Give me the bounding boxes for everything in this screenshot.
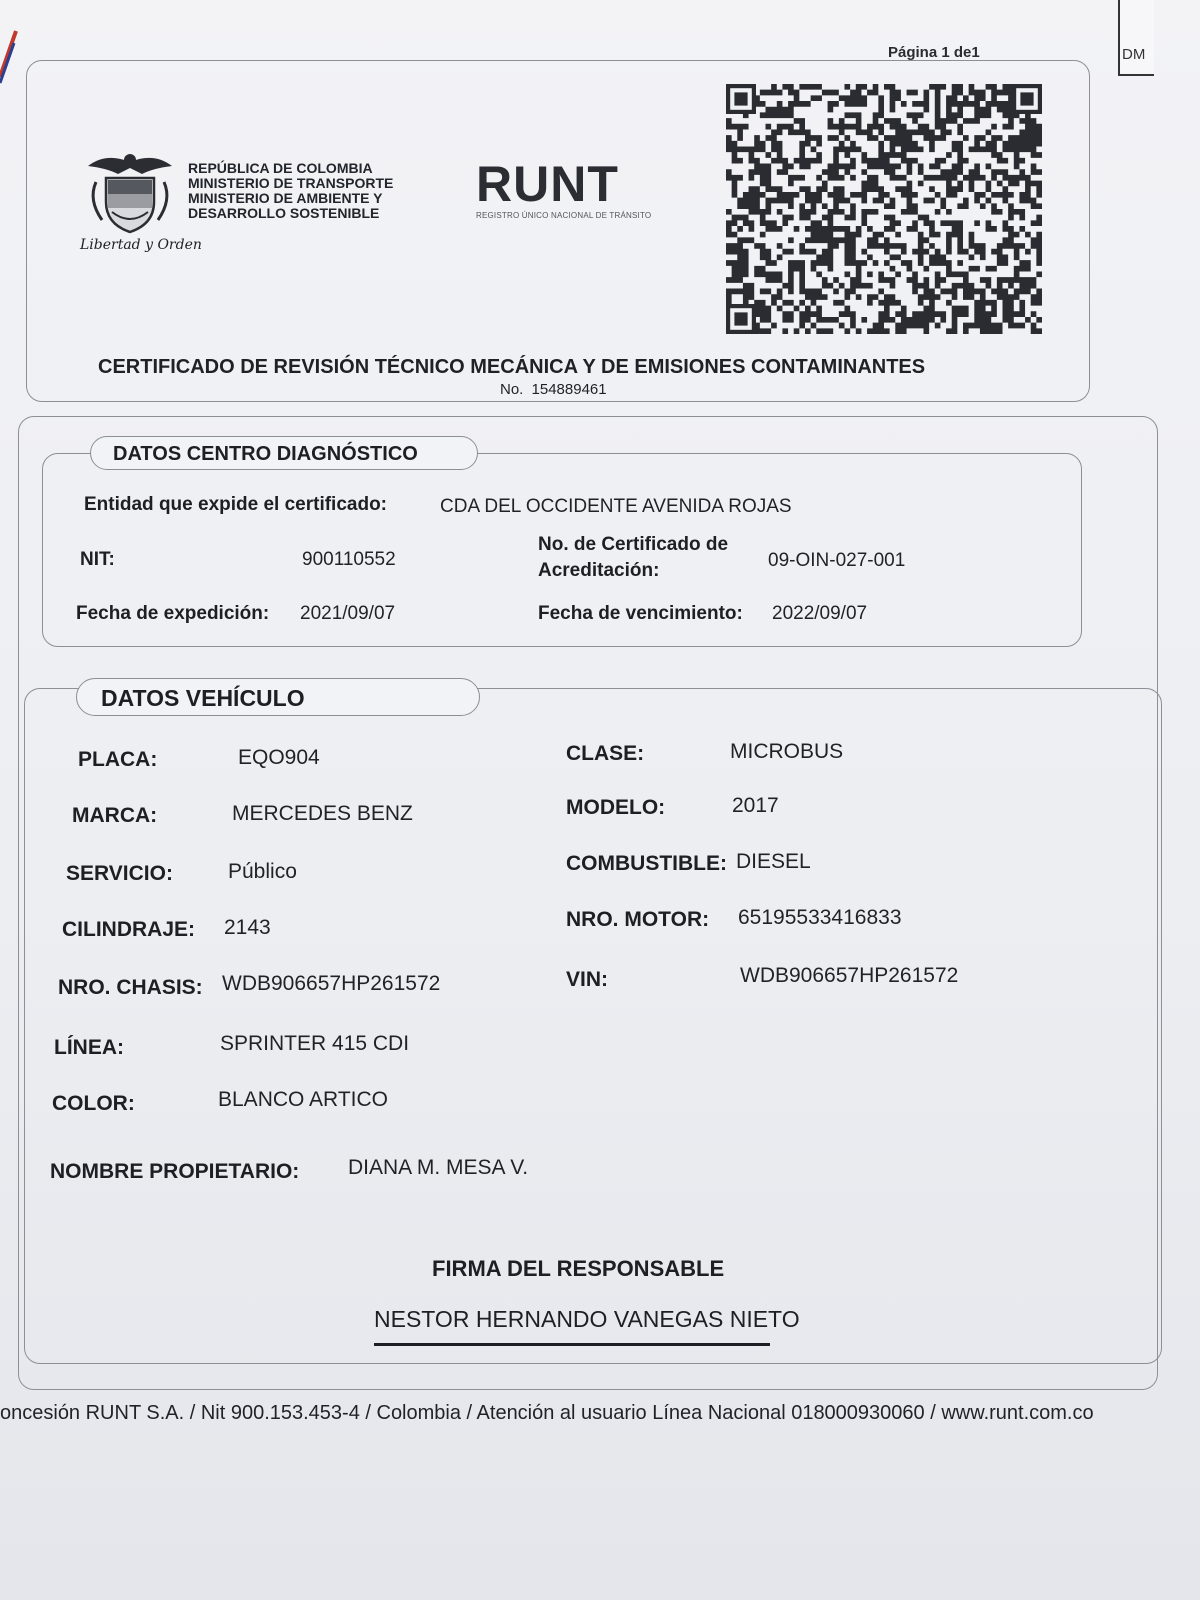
ministry-line: REPÚBLICA DE COLOMBIA [188, 160, 373, 176]
footer-text: oncesión RUNT S.A. / Nit 900.153.453-4 / Colombia / Atención al usuario Línea Nacional 018000930060 / www.runt.com.co [0, 1402, 1094, 1424]
color-value: BLANCO ARTICO [218, 1088, 388, 1111]
diagnostic-center-heading: DATOS CENTRO DIAGNÓSTICO [90, 436, 478, 470]
modelo-label: MODELO: [566, 796, 666, 819]
issue-date-label: Fecha de expedición: [76, 603, 270, 624]
owner-value: DIANA M. MESA V. [348, 1156, 529, 1179]
chasis-label: NRO. CHASIS: [58, 976, 203, 999]
expiry-date-value: 2022/09/07 [772, 603, 868, 624]
runt-logo-subtitle: REGISTRO ÚNICO NACIONAL DE TRÁNSITO [476, 211, 652, 220]
servicio-label: SERVICIO: [66, 862, 173, 885]
ministry-line: MINISTERIO DE TRANSPORTE [188, 175, 394, 191]
ministry-line: DESARROLLO SOSTENIBLE [188, 205, 380, 221]
color-label: COLOR: [52, 1092, 135, 1115]
combustible-label: COMBUSTIBLE: [566, 852, 727, 875]
accreditation-label-second-line: Acreditación: [538, 560, 660, 581]
vehicle-heading: DATOS VEHÍCULO [76, 678, 480, 716]
owner-label: NOMBRE PROPIETARIO: [50, 1160, 300, 1183]
accreditation-value: 09-OIN-027-001 [768, 550, 906, 571]
signature-underline [374, 1343, 770, 1346]
vin-value: WDB906657HP261572 [740, 964, 959, 987]
vin-label: VIN: [566, 968, 608, 991]
chasis-value: WDB906657HP261572 [222, 972, 441, 995]
expiry-date-label: Fecha de vencimiento: [538, 603, 743, 624]
attached-page-corner [1118, 0, 1154, 76]
entity-value: CDA DEL OCCIDENTE AVENIDA ROJAS [440, 496, 792, 517]
modelo-value: 2017 [732, 794, 779, 817]
certificate-number-label: No. [500, 381, 524, 398]
nit-value: 900110552 [302, 549, 396, 570]
accreditation-label: No. de Certificado de [538, 534, 729, 555]
signature-title: FIRMA DEL RESPONSABLE [432, 1256, 725, 1281]
servicio-value: Público [228, 860, 297, 883]
ministry-line: MINISTERIO DE AMBIENTE Y [188, 190, 383, 206]
combustible-value: DIESEL [736, 850, 811, 873]
marca-value: MERCEDES BENZ [232, 802, 413, 825]
marca-label: MARCA: [72, 804, 158, 827]
placa-value: EQO904 [238, 746, 320, 769]
motor-label: NRO. MOTOR: [566, 908, 710, 931]
coat-of-arms-icon [82, 148, 178, 236]
runt-logo: RUNT [476, 156, 619, 212]
signature-name: NESTOR HERNANDO VANEGAS NIETO [374, 1306, 800, 1332]
entity-label: Entidad que expide el certificado: [84, 494, 388, 515]
certificate-title: CERTIFICADO DE REVISIÓN TÉCNICO MECÁNICA Y DE EMISIONES CONTAMINANTES [98, 356, 926, 378]
linea-label: LÍNEA: [54, 1036, 124, 1059]
clase-value: MICROBUS [730, 740, 844, 763]
cilindraje-label: CILINDRAJE: [62, 918, 196, 941]
paper-edge-stripe [0, 25, 18, 85]
corner-fragment-text: DM [1122, 46, 1146, 63]
certificate-number-value: 154889461 [531, 381, 607, 398]
linea-value: SPRINTER 415 CDI [220, 1032, 410, 1055]
clase-label: CLASE: [566, 742, 645, 765]
shield-motto: Libertad y Orden [80, 237, 202, 253]
motor-value: 65195533416833 [738, 906, 902, 929]
qr-code-icon [726, 84, 1042, 334]
nit-label: NIT: [80, 549, 115, 570]
cilindraje-value: 2143 [224, 916, 271, 939]
ministry-block [188, 161, 393, 221]
issue-date-value: 2021/09/07 [300, 603, 396, 624]
certificate-number [496, 381, 607, 398]
placa-label: PLACA: [78, 748, 158, 771]
page-number: Página 1 de1 [888, 44, 980, 61]
